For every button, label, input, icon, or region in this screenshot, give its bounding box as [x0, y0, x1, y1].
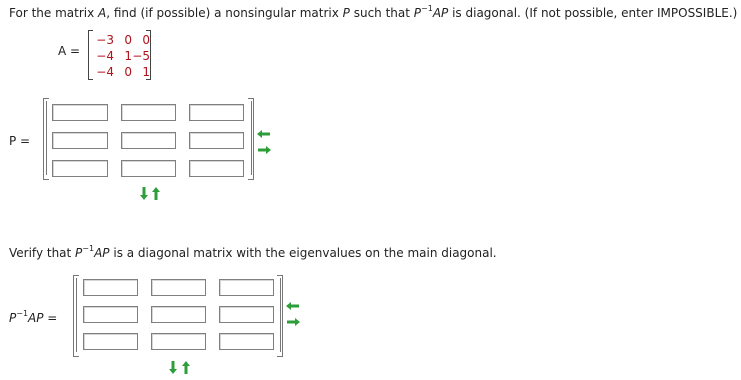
verify-part1: Verify that	[9, 246, 76, 260]
matrix-D-input-r1c1[interactable]	[83, 279, 138, 296]
question-pinv-exp: −1	[421, 4, 433, 13]
matrix-A-cell: 1	[124, 49, 132, 63]
matrix-D-input-r1c2[interactable]	[151, 279, 206, 296]
matrix-P-input-r3c1[interactable]	[52, 160, 108, 177]
add-column-arrow-icon[interactable]	[257, 145, 271, 155]
verify-text	[9, 246, 497, 260]
matrix-P-input-r1c3[interactable]	[189, 104, 244, 121]
question-ap: AP	[432, 6, 449, 20]
matrix-P-input-r3c3[interactable]	[189, 160, 244, 177]
matrix-A-cell: 1	[142, 65, 150, 79]
matrix-A-cell: −3	[96, 33, 114, 47]
verify-ap: AP	[94, 246, 110, 260]
matrix-A-label: A =	[58, 44, 81, 58]
matrix-A-left-bracket	[88, 30, 93, 80]
question-text	[9, 6, 737, 20]
matrix-P-input-r1c1[interactable]	[52, 104, 108, 121]
matrix-P-input-r1c2[interactable]	[121, 104, 176, 121]
matrix-D-input-r2c2[interactable]	[151, 306, 206, 323]
matrix-D-label-rest: AP =	[28, 311, 58, 325]
question-matrix-A: A	[98, 6, 107, 20]
verify-part2: is a diagonal matrix with the eigenvalues on the main diagonal.	[109, 246, 497, 260]
matrix-D-input-r3c2[interactable]	[151, 333, 206, 350]
matrix-D-input-r3c1[interactable]	[83, 333, 138, 350]
matrix-D-label	[9, 311, 57, 325]
matrix-A-cell: −5	[132, 49, 150, 63]
matrix-A-cell: −4	[96, 65, 114, 79]
matrix-A-cell: 0	[124, 33, 132, 47]
matrix-D-label-exp: −1	[16, 309, 29, 318]
matrix-P-input-r2c3[interactable]	[189, 132, 244, 149]
verify-pinv-base: P	[75, 246, 83, 260]
question-matrix-P: P	[342, 6, 350, 20]
matrix-A-cell: −4	[96, 49, 114, 63]
matrix-A-cell: 0	[124, 65, 132, 79]
matrix-D-left-bracket-inner	[76, 278, 80, 352]
matrix-D-input-r3c3[interactable]	[219, 333, 274, 350]
remove-column-arrow-icon[interactable]	[257, 129, 271, 139]
question-part1: For the matrix	[9, 6, 99, 20]
matrix-P-input-r2c2[interactable]	[121, 132, 176, 149]
remove-row-arrow-icon[interactable]	[151, 187, 161, 200]
matrix-P-right-bracket-inner	[248, 101, 252, 175]
matrix-D-right-bracket-inner	[277, 278, 281, 352]
matrix-D-input-r2c1[interactable]	[83, 306, 138, 323]
matrix-D-label-base: P	[9, 311, 17, 325]
matrix-P-left-bracket-inner	[46, 101, 50, 175]
matrix-D-input-r2c3[interactable]	[219, 306, 274, 323]
question-part2: , find (if possible) a nonsingular matrix	[106, 6, 343, 20]
matrix-A-cell: 0	[142, 33, 150, 47]
question-part3: such that	[349, 6, 414, 20]
matrix-P-label: P =	[9, 134, 31, 148]
add-row-arrow-icon[interactable]	[139, 187, 149, 200]
matrix-P-input-r3c2[interactable]	[121, 160, 176, 177]
remove-column-arrow-icon[interactable]	[286, 301, 300, 311]
add-row-arrow-icon[interactable]	[168, 361, 178, 374]
question-part4: is diagonal. (If not possible, enter IMPOSSIBLE.)	[448, 6, 738, 20]
matrix-P-input-r2c1[interactable]	[52, 132, 108, 149]
remove-row-arrow-icon[interactable]	[181, 361, 191, 374]
question-pinv-base: P	[413, 6, 422, 20]
verify-pinv-exp: −1	[82, 244, 95, 253]
matrix-D-input-r1c3[interactable]	[219, 279, 274, 296]
add-column-arrow-icon[interactable]	[286, 317, 300, 327]
